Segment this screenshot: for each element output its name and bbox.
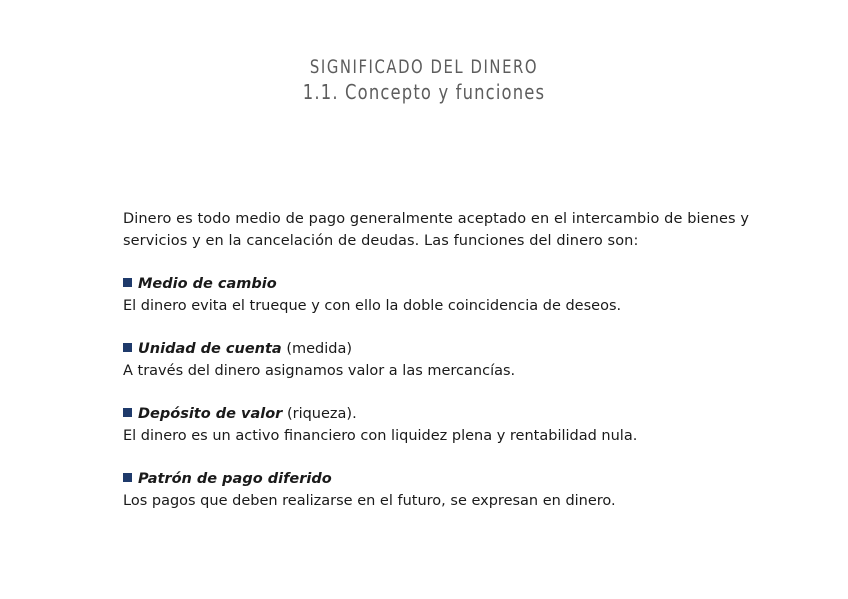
function-item-patron-de-pago-diferido (123, 468, 773, 512)
function-description: El dinero es un activo financiero con liquidez plena y rentabilidad nula. (123, 428, 638, 444)
function-term: Medio de cambio (138, 276, 277, 292)
function-heading (123, 403, 773, 425)
function-qualifier: (riqueza). (282, 406, 357, 422)
square-bullet-icon (123, 278, 132, 287)
function-term: Patrón de pago diferido (138, 471, 332, 487)
function-qualifier: (medida) (281, 341, 353, 357)
square-bullet-icon (123, 473, 132, 482)
square-bullet-icon (123, 408, 132, 417)
function-description: A través del dinero asignamos valor a las mercancías. (123, 363, 516, 379)
function-heading (123, 273, 773, 295)
function-item-unidad-de-cuenta (123, 338, 773, 382)
function-description: El dinero evita el trueque y con ello la doble coincidencia de deseos. (123, 298, 622, 314)
slide-title-block (0, 55, 848, 105)
function-term: Depósito de valor (138, 406, 283, 422)
function-item-deposito-de-valor (123, 403, 773, 447)
slide-subtitle: 1.1. Concepto y funciones (302, 80, 546, 104)
function-term: Unidad de cuenta (138, 341, 282, 357)
function-heading (123, 338, 773, 360)
function-description: Los pagos que deben realizarse en el futuro, se expresan en dinero. (123, 493, 616, 509)
slide-body (123, 208, 773, 533)
function-item-medio-de-cambio (123, 273, 773, 317)
square-bullet-icon (123, 343, 132, 352)
function-heading (123, 468, 773, 490)
intro-paragraph: Dinero es todo medio de pago generalmente aceptado en el intercambio de bienes y servicios y en la cancelación de deudas. Las funciones del dinero son: (123, 211, 750, 249)
slide-title: SIGNIFICADO DEL DINERO (309, 56, 539, 78)
